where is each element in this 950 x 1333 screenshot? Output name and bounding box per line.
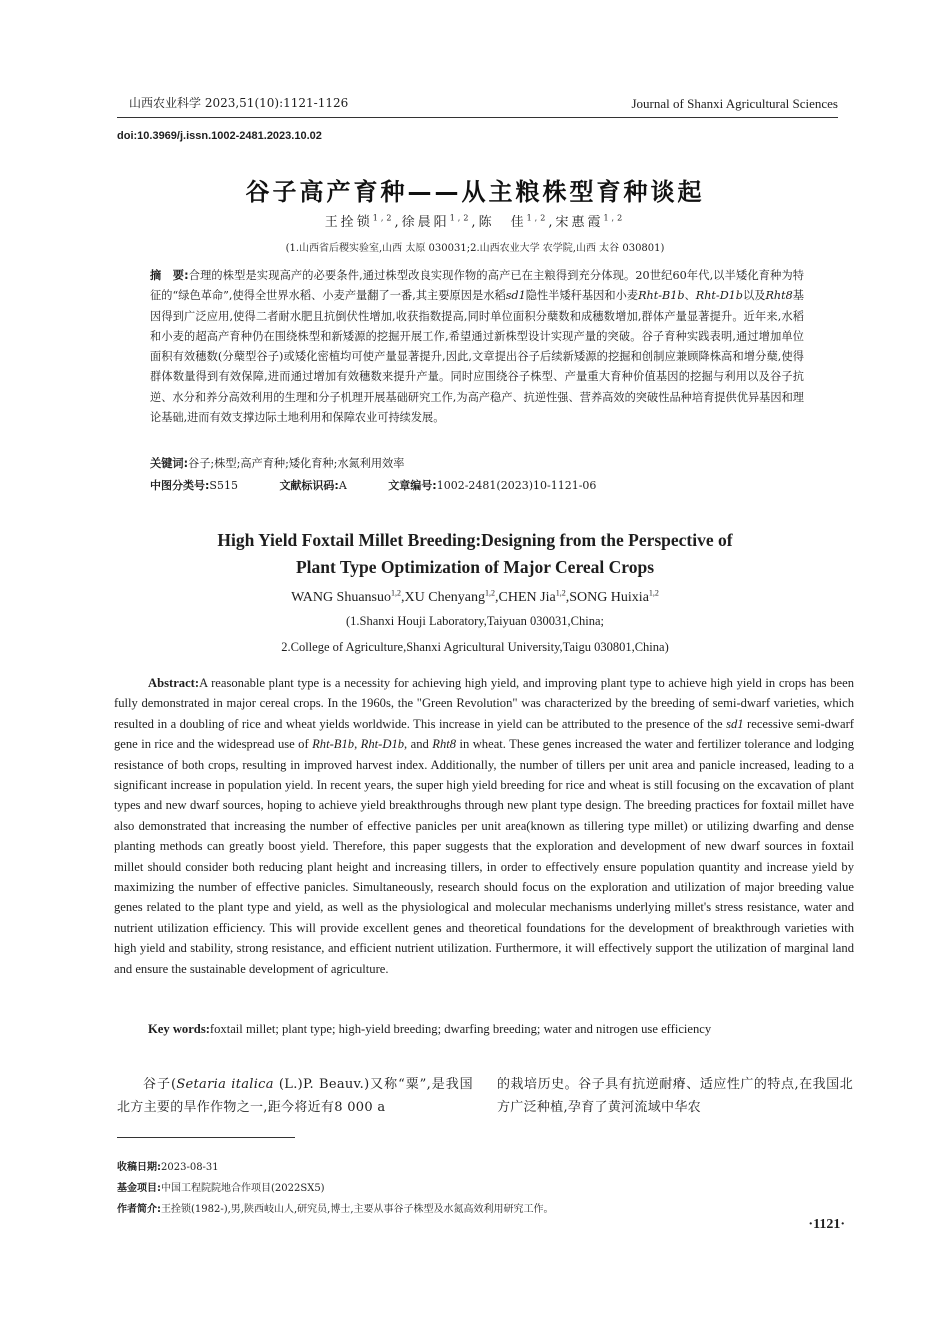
- author-en-3-aff: 1,2: [555, 588, 566, 598]
- author-en-4-aff: 1,2: [648, 588, 659, 598]
- author-cn-2-aff: 1,2: [449, 213, 472, 223]
- journal-citation-cn: 山西农业科学 2023,51(10):1121-1126: [129, 96, 349, 110]
- author-en-3: CHEN Jia: [498, 590, 556, 605]
- page-number: ·1121·: [808, 1217, 845, 1232]
- abstract-en: [114, 673, 854, 979]
- gene-rht-b1b-en: Rht-B1b: [312, 737, 355, 752]
- doi: doi:10.3969/j.issn.1002-2481.2023.10.02: [117, 130, 322, 142]
- clc-value: S515: [209, 479, 238, 492]
- article-number: [388, 479, 596, 492]
- abstract-cn: [150, 266, 804, 428]
- author-bio-label: 作者简介:: [117, 1204, 161, 1215]
- footnote-received: [117, 1157, 554, 1178]
- body-left-text-2: (L.)P. Beauv.)又称“粟”,是我国北方主要的旱作作物之一,距今将近有8 000 a: [117, 1077, 473, 1115]
- clc-label: 中图分类号:: [150, 479, 210, 492]
- keywords-en-label: Key words:: [148, 1022, 210, 1036]
- abstract-cn-text-1: 合理的株型是实现高产的必要条件,通过株型改良实现作物的高产已在主粮得到充分体现。20世纪60年代,以半矮化育种为特征的“绿色革命”,使得全世界水稻、小麦产量翻了一番,其主要原因是水稻: [150, 269, 804, 303]
- abstract-en-label: Abstract:: [148, 676, 200, 690]
- received-date: 2023-08-31: [161, 1162, 219, 1173]
- authors-cn: 王拴锁$^{1,2}$,徐晨阳$^{1,2}$,陈 佳$^{1,2}$,宋惠霞$^{1,2}$: [324, 213, 626, 230]
- footnotes: [117, 1157, 554, 1220]
- body-left-text-1: 谷子(: [143, 1077, 177, 1092]
- document-code-label: 文献标识码:: [279, 479, 339, 492]
- author-cn-1: 王拴锁: [324, 215, 373, 230]
- classification-row: [150, 477, 634, 493]
- gene-sd1-cn: sd1: [505, 289, 526, 303]
- abstract-cn-text-3: 以及: [742, 289, 766, 303]
- author-en-2: XU Chenyang: [404, 590, 486, 605]
- author-bio-text: 王拴锁(1982-),男,陕西岐山人,研究员,博士,主要从事谷子株型及水氮高效利用研究工作。: [161, 1204, 554, 1215]
- title-en-line-2: Plant Type Optimization of Major Cereal Crops: [295, 557, 655, 577]
- author-en-2-aff: 1,2: [485, 588, 496, 598]
- footnote-fund: [117, 1178, 554, 1199]
- article-number-label: 文章编号:: [388, 479, 437, 492]
- gene-rht8-cn: Rht8: [765, 289, 793, 303]
- abstract-en-text-1: A reasonable plant type is a necessity for achieving high yield, and improving plant type to achieve high yield in crops has been fully demonstrated in major cereal crops. In the 1960s, the "Green Revolution" was characterized by the breeding of semi-dwarf varieties, which resulted in a doubling of rice and wheat yields worldwide. This increase in yield can be attributed to the presence of the: [114, 676, 854, 731]
- document-code-value: A: [338, 479, 347, 492]
- received-label: 收稿日期:: [117, 1162, 161, 1173]
- running-header: [117, 94, 838, 118]
- affiliation-en-2: 2.College of Agriculture,Shanxi Agricultural University,Taigu 030801,China): [281, 640, 669, 654]
- fund-label: 基金项目:: [117, 1183, 161, 1194]
- affiliation-cn: (1.山西省后稷实验室,山西 太原 030031;2.山西农业大学 农学院,山西 太谷 030801): [285, 243, 665, 254]
- title-en: [0, 527, 950, 581]
- keywords-cn-label: 关键词:: [150, 457, 189, 470]
- gene-rht-d1b-cn: Rht-D1b: [695, 289, 743, 303]
- gene-rht-b1b-cn: Rht-B1b: [638, 289, 685, 303]
- keywords-en-text: foxtail millet; plant type; high-yield breeding; dwarfing breeding; water and nitrogen use efficiency: [209, 1022, 712, 1036]
- author-en-4: SONG Huixia: [569, 590, 649, 605]
- article-number-value: 1002-2481(2023)10-1121-06: [436, 479, 597, 492]
- fund-text: 中国工程院院地合作项目(2022SX5): [161, 1183, 325, 1194]
- author-cn-3: 陈 佳: [478, 215, 527, 230]
- author-en-1-aff: 1,2: [391, 588, 402, 598]
- keywords-cn-text: 谷子;株型;高产育种;矮化育种;水氮利用效率: [188, 457, 405, 470]
- keywords-en: [148, 1022, 711, 1037]
- gene-sd1-en: sd1: [726, 716, 744, 731]
- abstract-cn-text-2: 隐性半矮秆基因和小麦: [525, 289, 639, 303]
- clc-number: [150, 479, 238, 492]
- abstract-en-text-3: , and: [404, 737, 433, 752]
- title-en-line-1: High Yield Foxtail Millet Breeding:Designing from the Perspective of: [217, 530, 733, 550]
- author-cn-3-aff: 1,2: [526, 213, 549, 223]
- title-cn: 谷子高产育种——从主粮株型育种谈起: [245, 178, 705, 206]
- author-cn-1-aff: 1,2: [372, 213, 395, 223]
- affiliation-en-1: (1.Shanxi Houji Laboratory,Taiyuan 030031,China;: [346, 614, 604, 628]
- author-en-1: WANG Shuansuo: [291, 590, 392, 605]
- abstract-cn-sep: 、: [684, 289, 696, 303]
- author-cn-4-aff: 1,2: [603, 213, 626, 223]
- journal-name-en: Journal of Shanxi Agricultural Sciences: [631, 96, 838, 111]
- abstract-en-text-2: recessive semi-dwarf gene in rice and the widespread use of: [114, 716, 855, 752]
- author-cn-4: 宋惠霞: [555, 215, 604, 230]
- keywords-cn: [150, 455, 405, 471]
- scientific-name: Setaria italica: [176, 1077, 274, 1092]
- author-cn-2: 徐晨阳: [401, 215, 450, 230]
- body-column-left: [117, 1073, 473, 1119]
- authors-en: WANG Shuansuo$^{1,2}$,XU Chenyang$^{1,2}$,CHEN Jia$^{1,2}$,SONG Huixia$^{1,2}$: [291, 588, 659, 605]
- footnote-divider: [117, 1137, 295, 1138]
- body-column-right: 的栽培历史。谷子具有抗逆耐瘠、适应性广的特点,在我国北方广泛种植,孕育了黄河流域中华农: [497, 1077, 853, 1115]
- gene-rht-d1b-en: Rht-D1b: [360, 737, 405, 752]
- abstract-en-sep: ,: [354, 737, 361, 752]
- document-code: [279, 479, 346, 492]
- gene-rht8-en: Rht8: [432, 737, 457, 752]
- abstract-cn-text-4: 基因得到广泛应用,使得二者耐水肥且抗倒伏性增加,收获指数提高,同时单位面积分蘖数和成穗数增加,群体产量显著提升。近年来,水稻和小麦的超高产育种仍在围绕株型和新矮源的挖掘开展工作,希望通过新株型设计实现产量的突破。谷子育种实践表明,通过增加单位面积有效穗数(分蘖型谷子)或矮化密植均可使产量显著提升,因此,文章提出谷子后续新矮源的挖掘和创制应兼顾降株高和增分蘖,使得群体数量得到有效保障,进而通过增加有效穗数来提升产量。同时应围绕谷子株型、产量重大育种价值基因的挖掘与利用以及谷子抗逆、水分和养分高效利用的生理和分子机理开展基础研究工作,为高产稳产、抗逆性强、营养高效的突破性品种培育提供优异基因和理论基础,进而有效支撑边际土地利用和保障农业可持续发展。: [150, 289, 804, 425]
- abstract-cn-label: 摘 要:: [150, 269, 189, 282]
- footnote-author: [117, 1199, 554, 1220]
- abstract-en-text-4: in wheat. These genes increased the water and fertilizer tolerance and lodging resistance of both crops, resulting in improved harvest index. Additionally, the number of tillers per unit area and panicle increased, leading to a significant increase in population yield. In recent years, the super high yield breeding for rice and wheat is still focusing on the excavation of plant types and new dwarf sources, hoping to achieve yield breakthroughs through new plant type design. The breeding practices for foxtail millet have also demonstrated that increasing the number of effective panicles per unit area(known as tillering type millet) or utilizing dwarfing and dense planting methods can greatly boost yield. Therefore, this paper suggests that the exploration and development of new dwarf sources in foxtail millet should consider both reducing plant height and increasing tillers, in order to effectively ensure population quantity and increase yield by maximizing the number of effective panicles. Simultaneously, research should focus on the exploration and utilization of major breeding value genes related to the plant type and yield, as well as the physiological and molecular mechanisms underlying millet's stress resistance, water and nutrient utilization efficiency. This will provide excellent genes and theoretical foundations for the development of breakthrough varieties with high yield and stability, strong resistance, and efficient nutrient utilization. Furthermore, it will effectively support the utilization of marginal land and ensure the sustainable development of agriculture.: [114, 737, 854, 976]
